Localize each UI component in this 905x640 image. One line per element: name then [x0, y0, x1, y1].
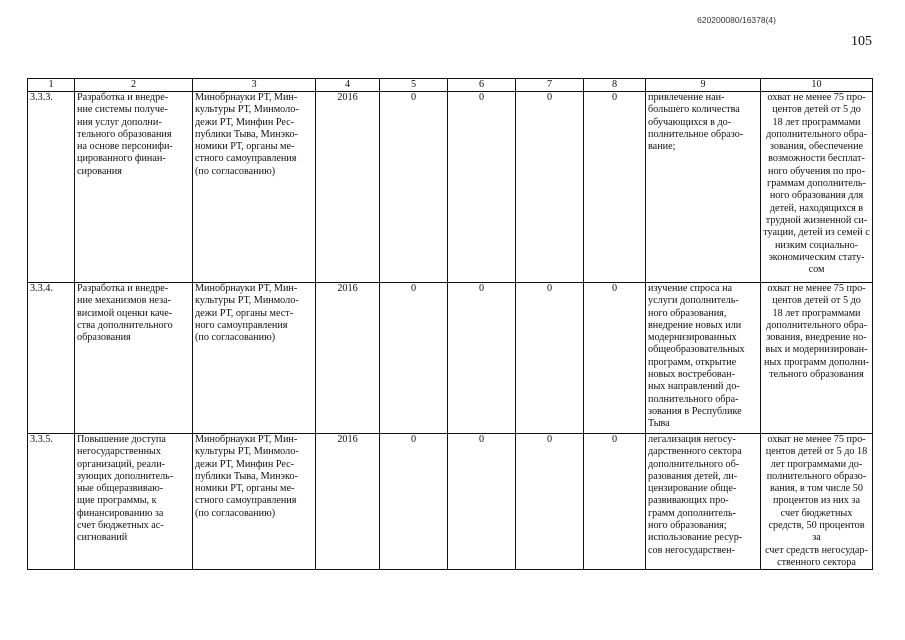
measure-cell: Разработка и внедре- ние системы получе- ния услуг дополни- тельного образования на основе персонифи- цированного финан- сирования — [75, 92, 193, 283]
value-cell: 0 — [448, 92, 516, 283]
table-row — [28, 434, 873, 570]
value-cell: 0 — [516, 434, 584, 570]
measure-cell: Разработка и внедре- ние механизмов неза- висимой оценки каче- ства дополнительного образования — [75, 283, 193, 434]
year-cell: 2016 — [316, 92, 380, 283]
value-cell: 0 — [380, 434, 448, 570]
year-cell: 2016 — [316, 283, 380, 434]
column-number: 6 — [448, 79, 516, 92]
column-number-row — [28, 79, 873, 92]
table-row — [28, 92, 873, 283]
indicator-cell: охват не менее 75 про- центов детей от 5 до 18 лет программами до- полнительного образо- вания, в том числе 50 процентов из них за счет бюджетных средств, 50 процентов за счет средств негосудар- ственного сектора — [761, 434, 873, 570]
year-cell: 2016 — [316, 434, 380, 570]
column-number: 10 — [761, 79, 873, 92]
column-number: 4 — [316, 79, 380, 92]
value-cell: 0 — [380, 283, 448, 434]
column-number: 9 — [646, 79, 761, 92]
executors-cell: Минобрнауки РТ, Мин- культуры РТ, Минмоло- дежи РТ, Минфин Рес- публики Тыва, Минэко- номики РТ, органы ме- стного самоуправления (по согласованию) — [193, 434, 316, 570]
column-number: 3 — [193, 79, 316, 92]
value-cell: 0 — [584, 283, 646, 434]
value-cell: 0 — [448, 434, 516, 570]
result-cell: изучение спроса на услуги дополнитель- ного образования, внедрение новых или модернизированных общеобразовательных программ, открытие новых востребован- ных направлений до- полнительного обра- зования в Республике Тыва — [646, 283, 761, 434]
row-number: 3.3.4. — [28, 283, 75, 434]
measures-table — [27, 78, 873, 570]
column-number: 2 — [75, 79, 193, 92]
value-cell: 0 — [516, 283, 584, 434]
column-number: 1 — [28, 79, 75, 92]
column-number: 5 — [380, 79, 448, 92]
result-cell: легализация негосу- дарственного сектора дополнительного об- разования детей, ли- цензирование обще- развивающих про- грамм дополнитель- ного образования; использование ресур- сов негосударствен- — [646, 434, 761, 570]
measure-cell: Повышение доступа негосударственных организаций, реали- зующих дополнитель- ные общеразвиваю- щие программы, к финансированию за счет бюджетных ас- сигнований — [75, 434, 193, 570]
row-number: 3.3.5. — [28, 434, 75, 570]
executors-cell: Минобрнауки РТ, Мин- культуры РТ, Минмоло- дежи РТ, органы мест- ного самоуправления (по согласованию) — [193, 283, 316, 434]
value-cell: 0 — [516, 92, 584, 283]
value-cell: 0 — [380, 92, 448, 283]
executors-cell: Минобрнауки РТ, Мин- культуры РТ, Минмоло- дежи РТ, Минфин Рес- публики Тыва, Минэко- номики РТ, органы ме- стного самоуправления (по согласованию) — [193, 92, 316, 283]
indicator-cell: охват не менее 75 про- центов детей от 5 до 18 лет программами дополнительного обра- зования, обеспечение возможности бесплат- ного обучения по про- граммам дополнитель- ного образования для детей, находящихся в трудной жизненной си- туации, детей из семей с низким социально- экономическим стату- сом — [761, 92, 873, 283]
value-cell: 0 — [584, 434, 646, 570]
column-number: 8 — [584, 79, 646, 92]
table-row — [28, 283, 873, 434]
value-cell: 0 — [448, 283, 516, 434]
column-number: 7 — [516, 79, 584, 92]
value-cell: 0 — [584, 92, 646, 283]
document-id: 620200080/16378(4) — [697, 15, 776, 25]
result-cell: привлечение наи- большего количества обучающихся в до- полнительное образо- вание; — [646, 92, 761, 283]
row-number: 3.3.3. — [28, 92, 75, 283]
page-number: 105 — [851, 34, 872, 49]
indicator-cell: охват не менее 75 про- центов детей от 5 до 18 лет программами дополнительного обра- зования, внедрение но- вых и модернизирован- ных программ дополни- тельного образования — [761, 283, 873, 434]
